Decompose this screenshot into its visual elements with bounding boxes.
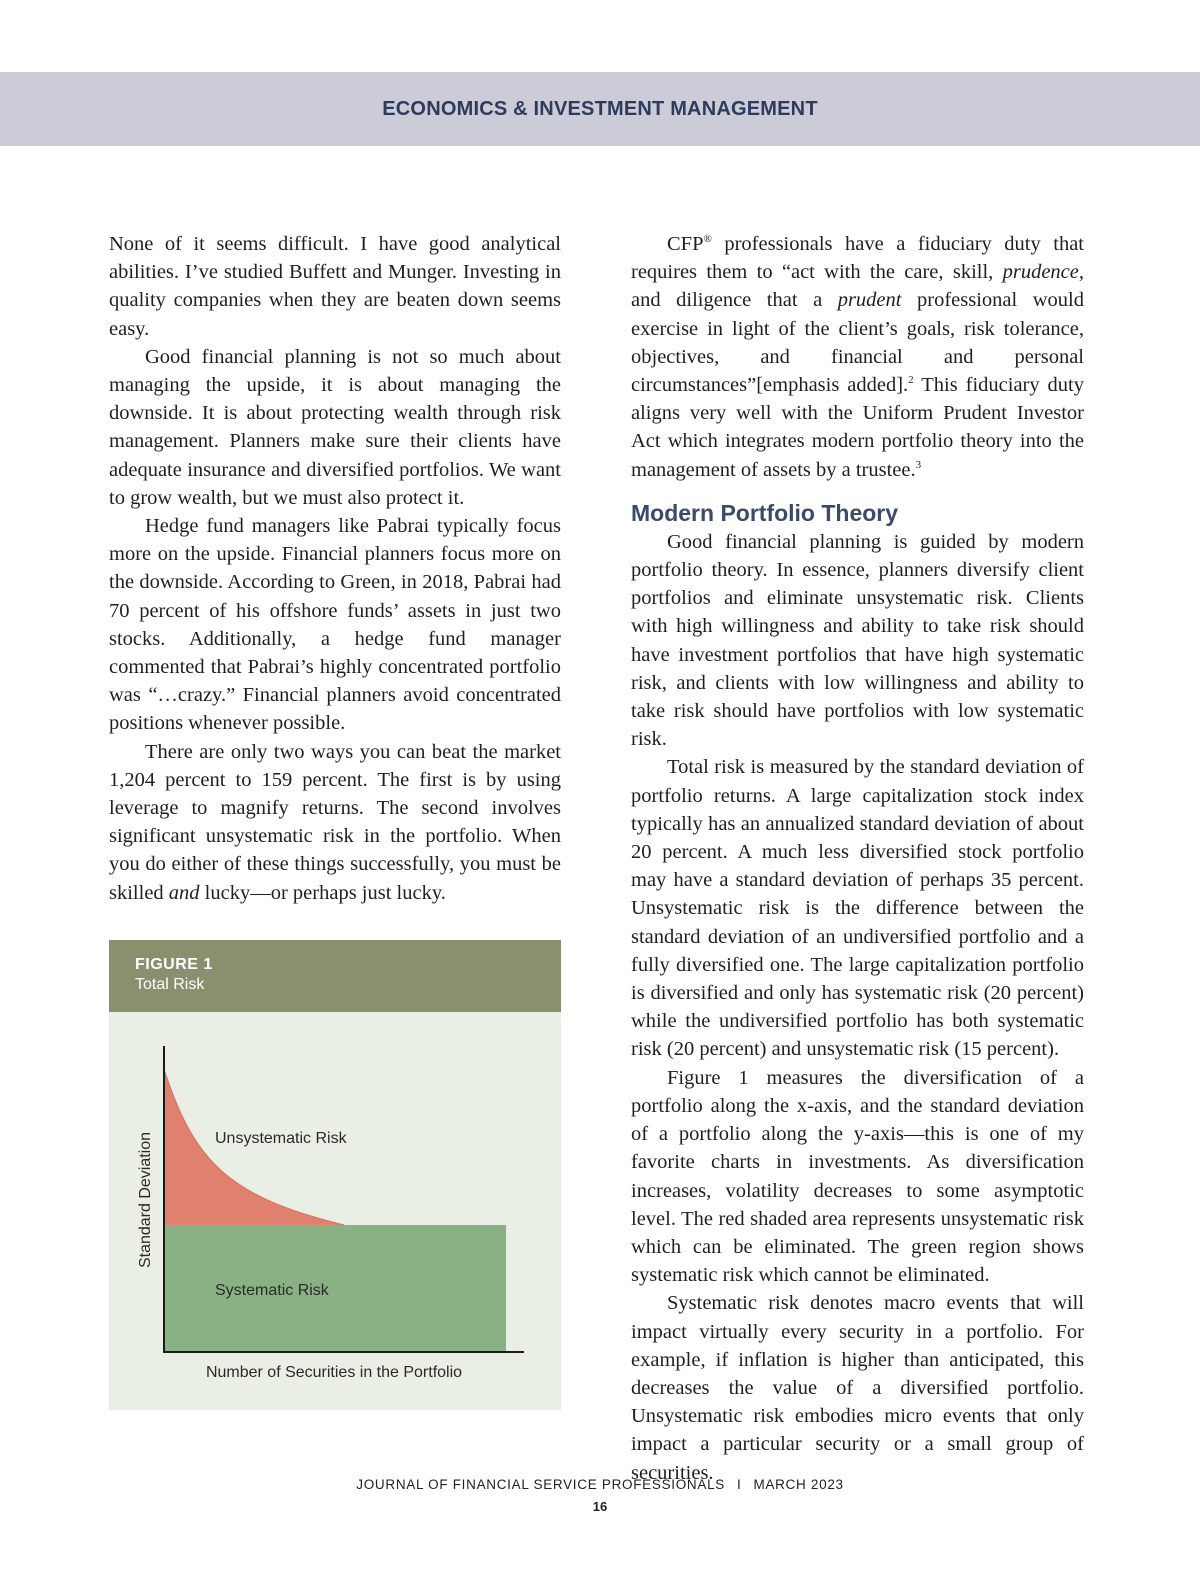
- figure-label: FIGURE 1: [135, 956, 213, 973]
- x-axis-label: Number of Securities in the Portfolio: [205, 1364, 463, 1381]
- footer-separator: I: [737, 1477, 742, 1492]
- text-run: professional would exercise in light of the client’s goals, risk tolerance, objectives, and financial and personal circumstances”[emphasis added].: [631, 289, 1084, 397]
- paragraph: Hedge fund managers like Pabrai typically focus more on the upside. Financial planners focus more on the downside. According to Green, in 2018, Pabrai had 70 percent of his offshore funds’ assets in just two stocks. Additionally, a hedge fund manager commented that Pabrai’s highly concentrated portfolio was “…crazy.” Financial planners avoid concentrated positions whenever possible.: [109, 515, 561, 735]
- paragraph: None of it seems difficult. I have good analytical abilities. I’ve studied Buffett and Munger. Investing in quality companies when they are beaten down seems easy.: [109, 233, 561, 340]
- emphasis-text: and: [168, 881, 200, 904]
- paragraph: [109, 738, 561, 907]
- paragraph: Systematic risk denotes macro events that will impact virtually every security in a portfolio. For example, if inflation is higher than anticipated, this decreases the value of a diversified portfolio. Unsystematic risk embodies micro events that only impact a particular security or a small group of securities.: [631, 1292, 1084, 1484]
- figure-total-risk: [109, 940, 561, 1410]
- emphasis-text: prudence: [1002, 261, 1079, 284]
- footnote-ref[interactable]: 3: [915, 458, 922, 471]
- section-heading: Modern Portfolio Theory: [631, 499, 899, 526]
- text-run: There are only two ways you can beat the market 1,204 percent to 159 percent. The first is by using leverage to magnify returns. The second involves significant unsystematic risk in the portfolio. When you do either of these things successfully, you must be skilled: [109, 740, 561, 904]
- journal-name: JOURNAL OF FINANCIAL SERVICE PROFESSIONALS: [356, 1477, 725, 1492]
- issue-date: MARCH 2023: [753, 1477, 844, 1492]
- paragraph: [631, 230, 1084, 484]
- footer-journal-line: [0, 1477, 1200, 1492]
- emphasis-text: prudent: [837, 289, 902, 312]
- unsystematic-risk-label: Unsystematic Risk: [215, 1130, 347, 1147]
- text-run: This fiduciary duty aligns very well with the Uniform Prudent Investor Act which integrates modern portfolio theory into the management of assets by a trustee.: [631, 374, 1084, 481]
- right-column: [631, 230, 1084, 1487]
- y-axis-label: Standard Deviation: [137, 1131, 154, 1269]
- paragraph: Figure 1 measures the diversification of a portfolio along the x-axis, and the standard deviation of a portfolio along the y-axis—this is one of my favorite charts in investments. As diversification increases, volatility decreases to some asymptotic level. The red shaded area represents unsystematic risk which can be eliminated. The green region shows systematic risk which cannot be eliminated.: [631, 1066, 1084, 1287]
- unsystematic-risk-area: [164, 1069, 344, 1225]
- chart-total-risk: [109, 1012, 561, 1410]
- systematic-risk-label: Systematic Risk: [215, 1282, 329, 1299]
- figure-title: Total Risk: [135, 976, 205, 993]
- paragraph: Good financial planning is guided by modern portfolio theory. In essence, planners diversify client portfolios and eliminate unsystematic risk. Clients with high willingness and ability to take risk should have investment portfolios that have high systematic risk, and clients with low willingness and ability to take risk should have portfolios with low systematic risk.: [631, 530, 1084, 751]
- text-run: lucky—or perhaps just lucky.: [199, 881, 446, 904]
- left-column: [109, 230, 561, 907]
- registered-mark: ®: [703, 233, 712, 245]
- text-run: , and diligence that a: [631, 261, 1084, 312]
- page-footer: [0, 1477, 1200, 1514]
- figure-header: [109, 940, 561, 1012]
- text-run: professionals have a fiduciary duty that requires them to “act with the care, skill,: [631, 233, 1084, 284]
- page-number: 16: [592, 1499, 608, 1514]
- text-run: CFP: [667, 233, 704, 255]
- section-title: ECONOMICS & INVESTMENT MANAGEMENT: [382, 97, 818, 120]
- paragraph: Total risk is measured by the standard deviation of portfolio returns. A large capitalization stock index typically has an annualized standard deviation of about 20 percent. A much less diversified stock portfolio may have a standard deviation of perhaps 35 percent. Unsystematic risk is the difference between the standard deviation of an undiversified portfolio and a fully diversified one. The large capitalization portfolio is diversified and only has systematic risk (20 percent) while the undiversified portfolio has both systematic risk (20 percent) and unsystematic risk (15 percent).: [631, 756, 1084, 1061]
- footnote-ref[interactable]: 2: [908, 374, 914, 387]
- paragraph: Good financial planning is not so much about managing the upside, it is about managing the downside. It is about protecting wealth through risk management. Planners make sure their clients have adequate insurance and diversified portfolios. We want to grow wealth, but we must also protect it.: [109, 345, 561, 509]
- section-header: [0, 72, 1200, 146]
